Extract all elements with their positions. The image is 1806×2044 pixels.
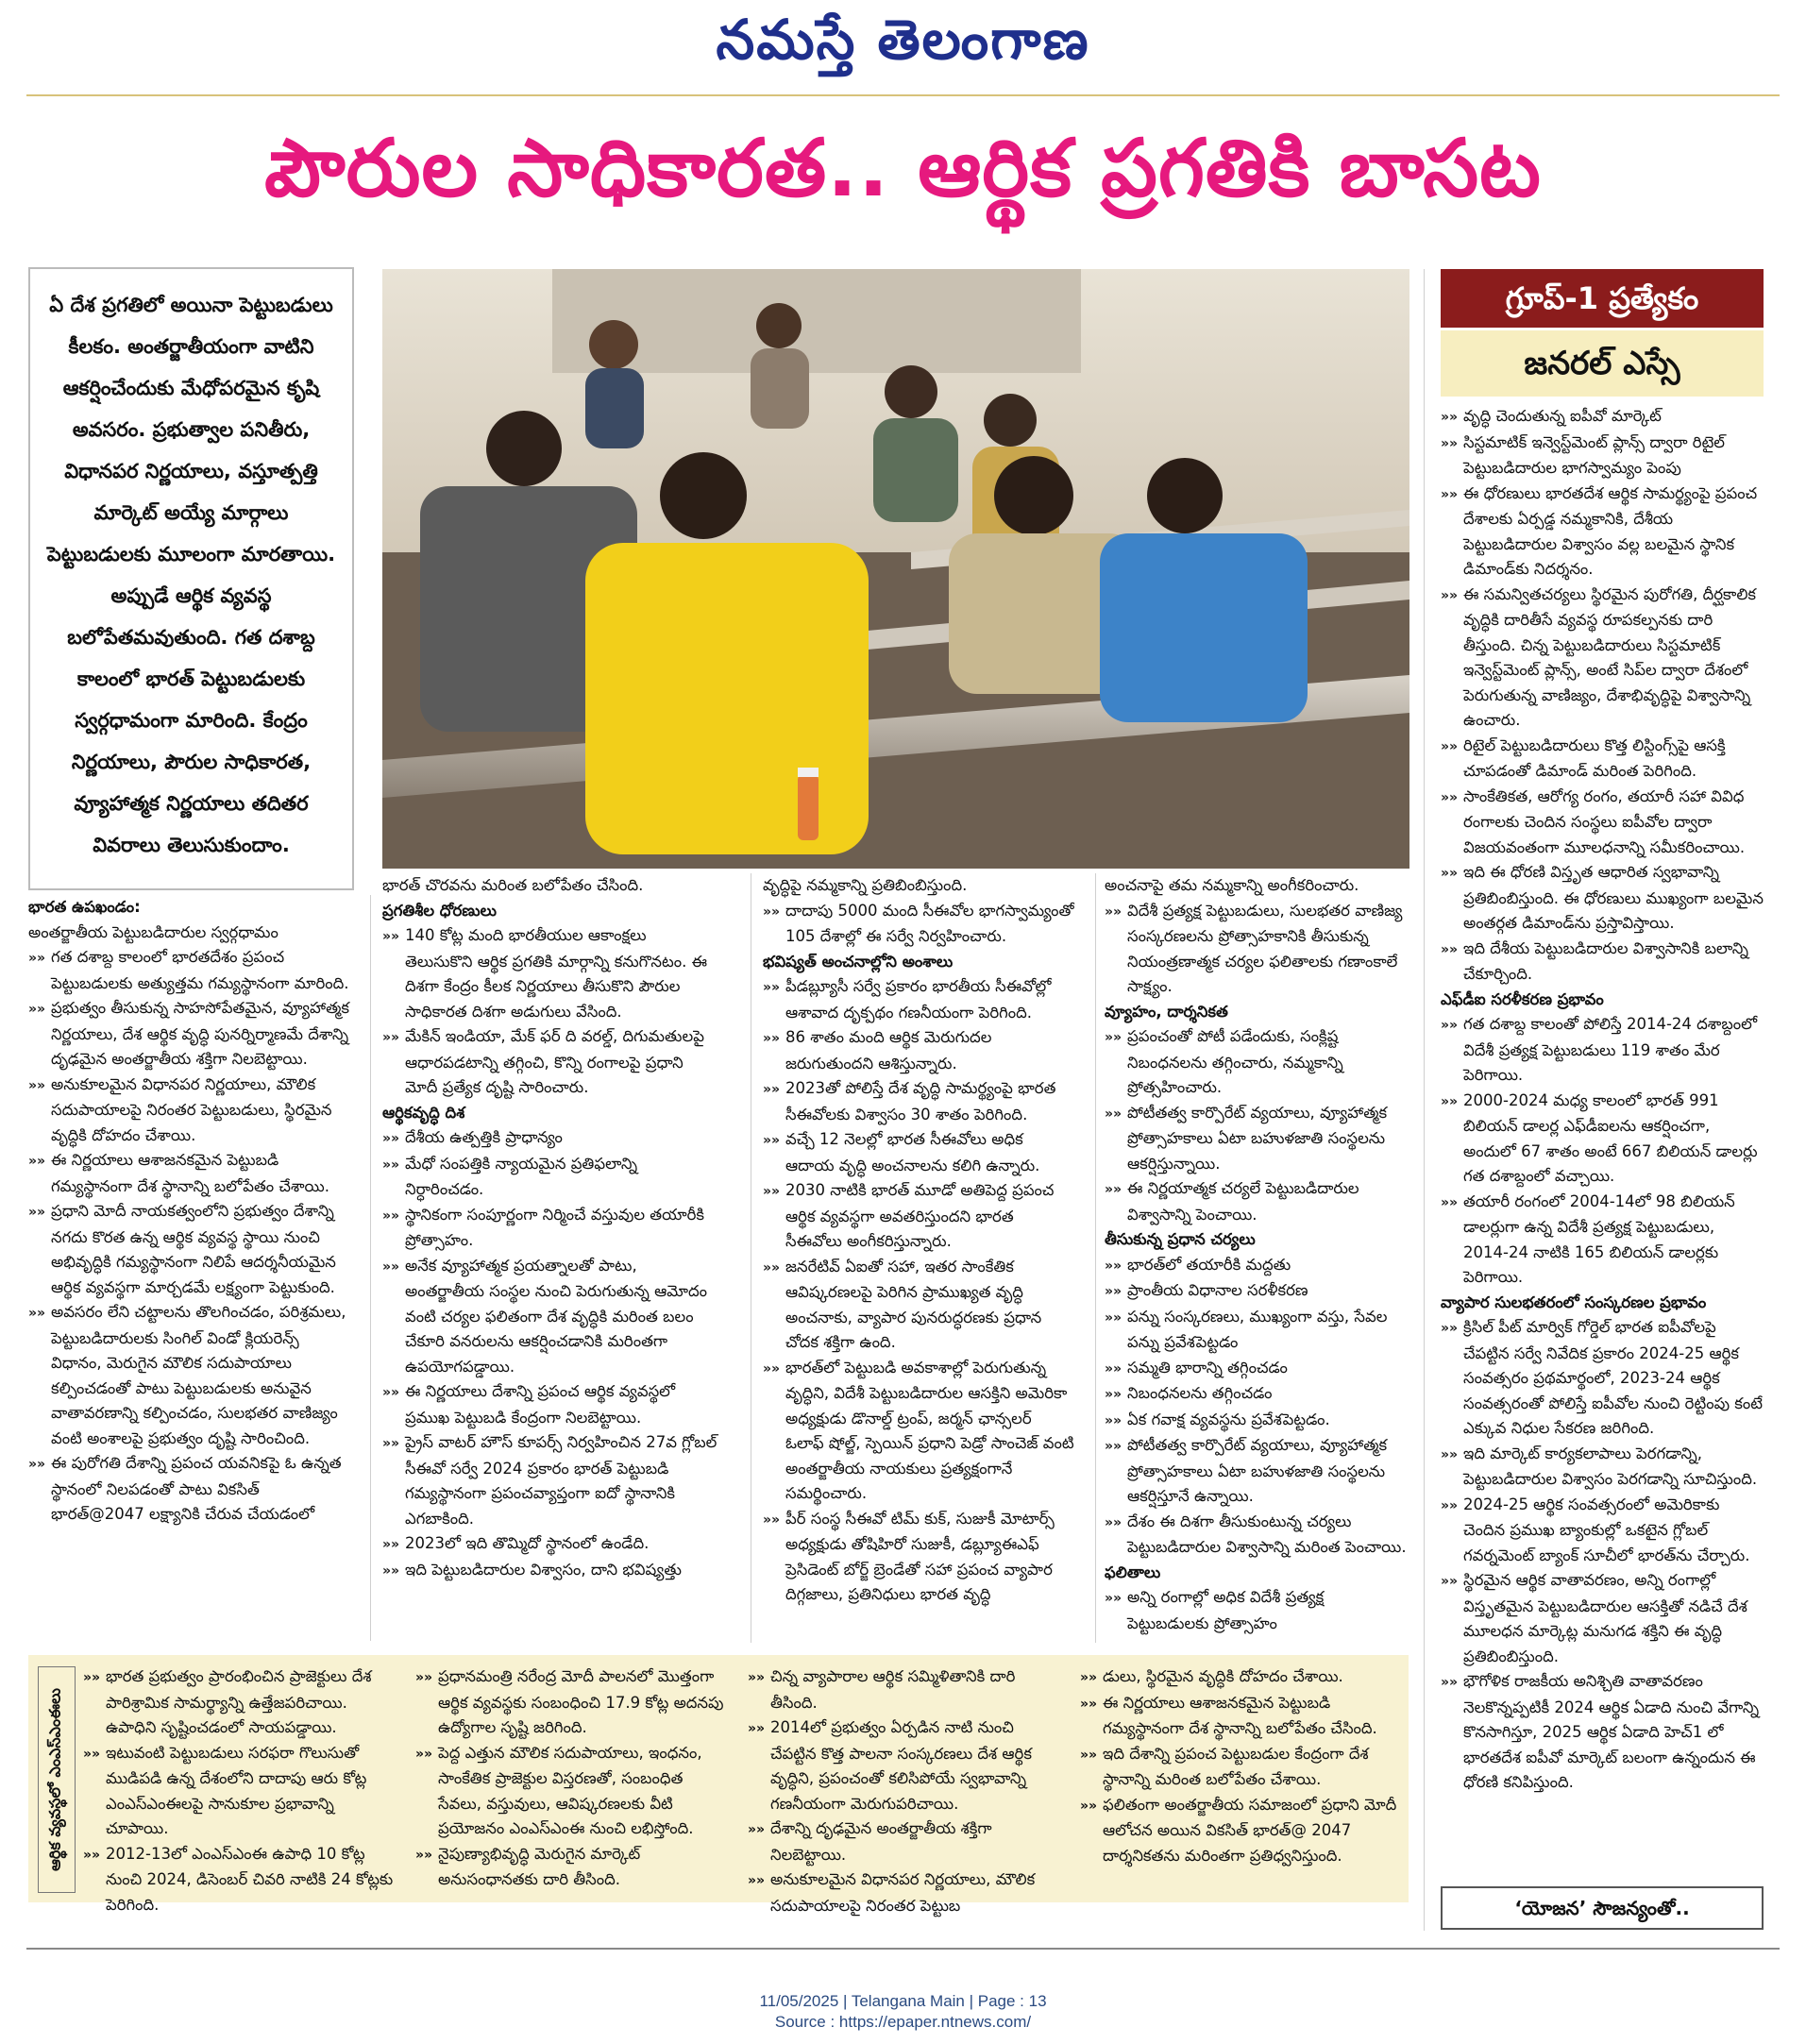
bullet-point: »» 2030 నాటికి భారత్ మూడో అతిపెద్ద ప్రపంచ ఆర్థిక వ్యవస్థగా అవతరిస్తుందని భారత సీఈవోలు అంగీకరిస్తున్నారు. (763, 1178, 1074, 1255)
bullet-point: »» ప్రాంతీయ విధానాల సరళీకరణ (1105, 1278, 1409, 1305)
courtesy-note: ‘యోజన’ సౌజన్యంతో.. (1441, 1886, 1764, 1930)
bullet-point: »» అనుకూలమైన విధానపర నిర్ణయాలు, మౌలిక సదుపాయాలపై నిరంతర పెట్టుబ (748, 1867, 1059, 1918)
intro-text: ఏ దేశ ప్రగతిలో అయినా పెట్టుబడులు కీలకం. అంతర్జాతీయంగా వాటిని ఆకర్షించేందుకు మేధోపరమైన కృషి అవసరం. ప్రభుత్వాల పనితీరు, విధానపర నిర్ణయాలు, వస్తూత్పత్తి మార్కెట్ అయ్యే మార్గాలు పెట్టుబడులకు మూలంగా మారతాయి. అప్పుడే ఆర్థిక వ్యవస్థ బలోపేతమవుతుంది. గత దశాబ్ద కాలంలో భారత్ పెట్టుబడులకు స్వర్గధామంగా మారింది. కేంద్రం నిర్ణయాలు, పౌరుల సాధికారత, వ్యూహాత్మక నిర్ణయాలు తదితర వివరాలు తెలుసుకుందాం. (46, 294, 336, 856)
bullet-point: »» ఇటువంటి పెట్టుబడులు సరఫరా గొలుసుతో ముడిపడి ఉన్న దేశంలోని దాదాపు ఆరు కోట్ల ఎంఎస్ఎంఈలపై సానుకూల ప్రభావాన్ని చూపాయి. (83, 1741, 395, 1842)
bullet-point: »» పోటీతత్వ కార్పొరేట్ వ్యయాలు, వ్యూహాత్మక ప్రోత్సాహకాలు ఏటా బహుళజాతి సంస్థలను ఆకర్షిస్తూనే ఉన్నాయి. (1105, 1433, 1409, 1510)
bullet-point: »» ఇది ఈ ధోరణి విస్తృత ఆధారిత స్వభావాన్ని ప్రతిబింబిస్తుంది. ఈ ధోరణులు ముఖ్యంగా బలమైన అంతర్గత డిమాండ్‌ను ప్రస్తావిస్తాయి. (1441, 860, 1764, 937)
bullet-point: »» గత దశాబ్ద కాలంలో భారతదేశం ప్రపంచ పెట్టుబడులకు అత్యుత్తమ గమ్యస్థానంగా మారింది. (28, 945, 354, 996)
exam-hall-photo-illustration (382, 269, 1409, 869)
bullet-point: »» మేకిన్ ఇండియా, మేక్ ఫర్ ది వరల్డ్, దిగుమతులపై ఆధారపడటాన్ని తగ్గించి, కొన్ని రంగాలపై ప్రధాని మోదీ ప్రత్యేక దృష్టి సారించారు. (382, 1024, 717, 1101)
bullet-point: »» సిస్టమాటిక్ ఇన్వెస్ట్‌మెంట్ ప్లాన్స్ ద్వారా రిటైల్ పెట్టుబడిదారుల భాగస్వామ్యం పెంపు (1441, 431, 1764, 481)
group1-special-banner: గ్రూప్-1 ప్రత్యేకం (1441, 269, 1764, 328)
bullet-point: »» 140 కోట్ల మంది భారతీయుల ఆకాంక్షలు తెలుసుకొని ఆర్థిక ప్రగతికి మార్గాన్ని కనుగొనటం. ఈ దిశగా కేంద్రం కీలక నిర్ణయాలు తీసుకొని పౌరుల సాధికారత దిశగా అడుగులు వేసింది. (382, 923, 717, 1024)
bullet-point: »» ఈ నిర్ణయాలు ఆశాజనకమైన పెట్టుబడి గమ్యస్థానంగా దేశ స్థానాన్ని బలోపేతం చేసింది. (1080, 1691, 1401, 1742)
bullet-point: »» 2023తో పోలిస్తే దేశ వృద్ధి సామర్థ్యంపై భారత సీఈవోలకు విశ్వాసం 30 శాతం పెరిగింది. (763, 1076, 1074, 1127)
msme-box-column-2 (415, 1664, 727, 1899)
bullet-point: »» ప్రధానమంత్రి నరేంద్ర మోదీ పాలనలో మొత్తంగా ఆర్థిక వ్యవస్థకు సంబంధించి 17.9 కోట్ల అదనపు ఉద్యోగాల సృష్టి జరిగింది. (415, 1664, 727, 1741)
bullet-point: »» తయారీ రంగంలో 2004-14లో 98 బిలియన్ డాలర్లుగా ఉన్న విదేశీ ప్రత్యక్ష పెట్టుబడులు, 2014-24 నాటికి 165 బిలియన్ డాలర్లకు పెరిగాయి. (1441, 1190, 1764, 1291)
bullet-point: »» అనుకూలమైన విధానపర నిర్ణయాలు, మౌలిక సదుపాయాలపై నిరంతర పెట్టుబడులు, స్థిరమైన వృద్ధికి దోహదం చేశాయి. (28, 1073, 354, 1149)
bullet-point: »» ప్రైస్ వాటర్ హౌస్ కూపర్స్ నిర్వహించిన 27వ గ్లోబల్ సీఈవో సర్వే 2024 ప్రకారం భారత్ పెట్టుబడి గమ్యస్థానంగా ప్రపంచవ్యాప్తంగా ఐదో స్థానానికి ఎగబాకింది. (382, 1430, 717, 1531)
bullet-point: »» సమ్మతి భారాన్ని తగ్గించడం (1105, 1356, 1409, 1382)
bullet-point: »» ఇది మార్కెట్ కార్యకలాపాలు పెరగడాన్ని, పెట్టుబడిదారుల విశ్వాసం పెరగడాన్ని సూచిస్తుంది. (1441, 1442, 1764, 1493)
bullet-point: »» పీర్ సంస్థ సీఈవో టిమ్ కుక్, సుజుకీ మోటార్స్ అధ్యక్షుడు తోషిహిరో సుజుకీ, డబ్ల్యూఈఎఫ్ ప్రెసిడెంట్ బోర్జ్ బ్రెండేతో సహా ప్రపంచ వ్యాపార దిగ్గజాలు, ప్రతినిధులు భారత వృద్ధి (763, 1507, 1074, 1608)
bullet-point: »» మేధో సంపత్తికి న్యాయమైన ప్రతిఫలాన్ని నిర్ధారించడం. (382, 1152, 717, 1203)
column-divider (1095, 873, 1096, 1643)
section-subheading: వ్యూహం, దార్శనికత (1105, 1002, 1228, 1021)
edition-info: 11/05/2025 | Telangana Main | Page : 13 (759, 1992, 1047, 2010)
article-column-3 (763, 873, 1074, 1643)
bullet-point: »» భారత్‌లో పెట్టుబడి అవకాశాల్లో పెరుగుతున్న వృద్ధిని, విదేశీ పెట్టుబడిదారుల ఆసక్తిని అమెరికా అధ్యక్షుడు డొనాల్డ్ ట్రంప్, జర్మన్ ఛాన్సలర్ ఓలాఫ్ షోల్జ్, స్పెయిన్ ప్రధాని పెడ్రో సాంచెజ్ వంటి అంతర్జాతీయ నాయకులు ప్రత్యక్షంగానే సమర్థించారు. (763, 1356, 1074, 1507)
column-divider (1424, 269, 1425, 1931)
section-subheading: వ్యాపార సులభతరంలో సంస్కరణల ప్రభావం (1441, 1292, 1707, 1311)
bullet-point: »» భారత ప్రభుత్వం ప్రారంభించిన ప్రాజెక్టులు దేశ పారిశ్రామిక సామర్థ్యాన్ని ఉత్తేజపరిచాయి. ఉపాధిని సృష్టించడంలో సాయపడ్డాయి. (83, 1664, 395, 1741)
bullet-point: »» ఈ నిర్ణయాలు ఆశాజనకమైన పెట్టుబడి గమ్యస్థానంగా దేశ స్థానాన్ని బలోపేతం చేశాయి. (28, 1148, 354, 1199)
msme-side-label-text: ఆర్థిక వ్యవస్థలో ఎంఎస్ఎంఈలు (45, 1688, 64, 1871)
bullet-point: »» ఫలితంగా అంతర్జాతీయ సమాజంలో ప్రధాని మోదీ ఆలోచన అయిన వికసిత్ భారత్@ 2047 దార్శనికతను మరింతగా ప్రతిధ్వనిస్తుంది. (1080, 1793, 1401, 1869)
paragraph-text: అంతర్జాతీయ పెట్టుబడిదారుల స్వర్గధామం (28, 922, 278, 941)
bullet-point: »» సాంకేతికత, ఆరోగ్య రంగం, తయారీ సహా వివిధ రంగాలకు చెందిన సంస్థలు ఐపీవోల ద్వారా విజయవంతంగా మూలధనాన్ని సమీకరించాయి. (1441, 785, 1764, 861)
bullet-point: »» స్థిరమైన ఆర్థిక వాతావరణం, అన్ని రంగాల్లో విస్తృతమైన పెట్టుబడిదారుల ఆసక్తితో నడిచే దేశ మూలధన మార్కెట్ల మనుగడ శక్తిని ఈ వృద్ధి ప్రతిబింబిస్తుంది. (1441, 1568, 1764, 1669)
section-subheading: తీసుకున్న ప్రధాన చర్యలు (1105, 1230, 1256, 1248)
bullet-point: »» చిన్న వ్యాపారాల ఆర్థిక సమ్మిళితానికి దారి తీసింది. (748, 1664, 1059, 1715)
section-subheading: ప్రగతిశీల ధోరణులు (382, 901, 498, 920)
section-subheading: ఎఫ్‌డీఐ సరళీకరణ ప్రభావం (1441, 989, 1604, 1008)
bullet-point: »» విదేశీ ప్రత్యక్ష పెట్టుబడులు, సులభతర వాణిజ్య సంస్కరణలను ప్రోత్సాహకానికి తీసుకున్న నియంత్రణాత్మక చర్యల ఫలితాలకు గణాంకాలే సాక్ష్యం. (1105, 899, 1409, 1000)
bullet-point: »» 2024-25 ఆర్థిక సంవత్సరంలో అమెరికాకు చెందిన ప్రముఖ బ్యాంకుల్లో ఒకటైన గ్లోబల్ గవర్నమెంట్ బ్యాంక్ సూచీలో భారత్‌ను చేర్చారు. (1441, 1493, 1764, 1569)
bullet-point: »» దేశం ఈ దిశగా తీసుకుంటున్న చర్యలు పెట్టుబడిదారుల విశ్వాసాన్ని మరింత పెంచాయి. (1105, 1510, 1409, 1561)
bullet-point: »» ఈ సమన్వితచర్యలు స్థిరమైన పురోగతి, దీర్ఘకాలిక వృద్ధికి దారితీసే వ్యవస్థ రూపకల్పనకు దారి తీస్తుంది. చిన్న పెట్టుబడిదారులు సిస్టమాటిక్ ఇన్వెస్ట్‌మెంట్ ప్లాన్స్, అంటే సిప్‌ల ద్వారా దేశంలో పెరుగుతున్న వాణిజ్యం, దేశాభివృద్ధిపై విశ్వాసాన్ని ఉంచారు. (1441, 583, 1764, 734)
bullet-point: »» వృద్ధి చెందుతున్న ఐపీవో మార్కెట్ (1441, 404, 1764, 431)
newspaper-masthead: నమస్తే తెలంగాణ (716, 8, 1090, 72)
bullet-point: »» క్రిసిల్ పీట్ మార్విక్ గోర్డెల్ భారత ఐపీవోలపై చేపట్టిన సర్వే నివేదిక ప్రకారం 2024-25 ఆర్థిక సంవత్సరం ప్రథమార్థంలో, 2023-24 ఆర్థిక సంవత్సరంతో పోలిస్తే ఐపీవోల నుంచి రెట్టింపు కంటే ఎక్కువ నిధుల సేకరణ జరిగింది. (1441, 1315, 1764, 1442)
bullet-point: »» స్థానికంగా సంపూర్ణంగా నిర్మించే వస్తువుల తయారీకి ప్రోత్సాహం. (382, 1203, 717, 1254)
general-essay-label: జనరల్ ఎస్సే (1441, 330, 1764, 397)
article-column-2 (382, 873, 717, 1643)
bullet-point: »» భారత్‌లో తయారీకి మద్దతు (1105, 1253, 1409, 1279)
section-subheading: ఫలితాలు (1105, 1563, 1161, 1581)
page-bottom-divider (26, 1948, 1780, 1950)
bullet-point: »» ప్రపంచంతో పోటీ పడేందుకు, సంక్లిష్ట నిబంధనలను తగ్గించారు, నమ్మకాన్ని ప్రోత్సహించారు. (1105, 1024, 1409, 1101)
bullet-point: »» రిటైల్ పెట్టుబడిదారులు కొత్త లిస్టింగ్స్‌పై ఆసక్తి చూపడంతో డిమాండ్ మరింత పెరిగింది. (1441, 734, 1764, 785)
exam-hall-photo (382, 269, 1409, 869)
paragraph-text: భారత్ చొరవను మరింత బలోపేతం చేసింది. (382, 876, 644, 894)
bullet-point: »» జనరేటివ్ ఏఐతో సహా, ఇతర సాంకేతిక ఆవిష్కరణలపై పెరిగిన ప్రాముఖ్యత వృద్ధి అంచనాకు, వ్యాపార పునరుద్ధరణకు ప్రధాన చోదక శక్తిగా ఉంది. (763, 1255, 1074, 1356)
bullet-point: »» గత దశాబ్ద కాలంతో పోలిస్తే 2014-24 దశాబ్దంలో విదేశీ ప్రత్యక్ష పెట్టుబడులు 119 శాతం మేర పెరిగాయి. (1441, 1012, 1764, 1089)
article-column-1 (28, 895, 354, 1641)
bullet-point: »» 2012-13లో ఎంఎస్ఎంఈ ఉపాధి 10 కోట్ల నుంచి 2024, డిసెంబర్ చివరి నాటికి 24 కోట్లకు పెరిగింది. (83, 1842, 395, 1918)
bullet-point: »» అవసరం లేని చట్టాలను తొలగించడం, పరిశ్రమలు, పెట్టుబడిదారులకు సింగిల్ విండో క్లియరెన్స్ విధానం, మెరుగైన మౌలిక సదుపాయాలు కల్పించడంతో పాటు పెట్టుబడులకు అనువైన వాతావరణాన్ని కల్పించడం, సులభతర వాణిజ్యం వంటి అంశాలపై ప్రభుత్వం దృష్టి సారించింది. (28, 1300, 354, 1451)
column-divider (370, 895, 371, 1641)
bullet-point: »» ఈ నిర్ణయాలు దేశాన్ని ప్రపంచ ఆర్థిక వ్యవస్థలో ప్రముఖ పెట్టుబడి కేంద్రంగా నిలబెట్టాయి. (382, 1379, 717, 1430)
bullet-point: »» ఇది దేశాన్ని ప్రపంచ పెట్టుబడుల కేంద్రంగా దేశ స్థానాన్ని మరింత బలోపేతం చేశాయి. (1080, 1742, 1401, 1793)
bullet-point: »» ప్రధాని మోదీ నాయకత్వంలోని ప్రభుత్వం దేశాన్ని నగదు కొరత ఉన్న ఆర్థిక వ్యవస్థ స్థాయి నుంచి అభివృద్ధికి గమ్యస్థానంగా నిలిపే ఆదర్శనీయమైన ఆర్థిక వ్యవస్థగా మార్చడమే లక్ష్యంగా పెట్టుకుంది. (28, 1199, 354, 1300)
bullet-point: »» 2023లో ఇది తొమ్మిదో స్థానంలో ఉండేది. (382, 1531, 717, 1558)
article-column-5 (1441, 404, 1764, 1875)
bullet-point: »» పోటీతత్వ కార్పొరేట్ వ్యయాలు, వ్యూహాత్మక ప్రోత్సాహకాలు ఏటా బహుళజాతి సంస్థలను ఆకర్షిస్తున్నాయి. (1105, 1101, 1409, 1177)
intro-box (28, 267, 354, 890)
bullet-point: »» దేశాన్ని దృఢమైన అంతర్జాతీయ శక్తిగా నిలబెట్టాయి. (748, 1816, 1059, 1867)
bullet-point: »» దేశీయ ఉత్పత్తికి ప్రాధాన్యం (382, 1125, 717, 1152)
bullet-point: »» పన్ను సంస్కరణలు, ముఖ్యంగా వస్తు, సేవల పన్ను ప్రవేశపెట్టడం (1105, 1305, 1409, 1356)
bullet-point: »» అన్ని రంగాల్లో అధిక విదేశీ ప్రత్యక్ష పెట్టుబడులకు ప్రోత్సాహం (1105, 1585, 1409, 1636)
bullet-point: »» 86 శాతం మంది ఆర్థిక మెరుగుదల జరుగుతుందని ఆశిస్తున్నారు. (763, 1025, 1074, 1076)
source-link[interactable]: Source : https://epaper.ntnews.com/ (774, 2013, 1032, 2031)
bullet-point: »» ఇది దేశీయ పెట్టుబడిదారుల విశ్వాసానికి బలాన్ని చేకూర్చింది. (1441, 937, 1764, 988)
bullet-point: »» డులు, స్థిరమైన వృద్ధికి దోహదం చేశాయి. (1080, 1664, 1401, 1691)
section-subheading: భారత ఉపఖండం: (28, 898, 141, 916)
msme-box-column-3 (748, 1664, 1059, 1915)
bullet-point: »» పీడబ్ల్యూసీ సర్వే ప్రకారం భారతీయ సీఈవోల్లో ఆశావాద దృక్పథం గణనీయంగా పెరిగింది. (763, 974, 1074, 1025)
bullet-point: »» దాదాపు 5000 మంది సీఈవోల భాగస్వామ్యంతో 105 దేశాల్లో ఈ సర్వే నిర్వహించారు. (763, 899, 1074, 950)
bullet-point: »» 2000-2024 మధ్య కాలంలో భారత్ 991 బిలియన్ డాలర్ల ఎఫ్‌డీఐలను ఆకర్షించగా, అందులో 67 శాతం అంటే 667 బిలియన్ డాలర్లు గత దశాబ్దంలో వచ్చాయి. (1441, 1089, 1764, 1190)
section-subheading: భవిష్యత్ అంచనాల్లోని అంశాలు (763, 952, 954, 971)
bullet-point: »» 2014లో ప్రభుత్వం ఏర్పడిన నాటి నుంచి చేపట్టిన కొత్త పాలనా సంస్కరణలు దేశ ఆర్థిక వృద్ధిని, ప్రపంచంతో కలిసిపోయే స్వభావాన్ని గణనీయంగా మెరుగుపరిచాయి. (748, 1715, 1059, 1816)
bullet-point: »» ప్రభుత్వం తీసుకున్న సాహసోపేతమైన, వ్యూహాత్మక నిర్ణయాలు, దేశ ఆర్థిక వృద్ధి పునర్నిర్మాణమే దేశాన్ని దృఢమైన అంతర్జాతీయ శక్తిగా నిలబెట్టాయి. (28, 996, 354, 1073)
paragraph-text: అంచనాపై తమ నమ్మకాన్ని అంగీకరించారు. (1105, 876, 1359, 894)
bullet-point: »» ఈ ధోరణులు భారతదేశ ఆర్థిక సామర్థ్యంపై ప్రపంచ దేశాలకు ఏర్పడ్డ నమ్మకానికి, దేశీయ పెట్టుబడిదారుల విశ్వాసం వల్ల బలమైన స్థానిక డిమాండ్‌కు నిదర్శనం. (1441, 481, 1764, 583)
article-headline: పౌరుల సాధికారత.. ఆర్థిక ప్రగతికి బాసట (264, 122, 1542, 214)
msme-box-column-4 (1080, 1664, 1401, 1899)
bullet-point: »» ఇది పెట్టుబడిదారుల విశ్వాసం, దాని భవిష్యత్తు (382, 1558, 717, 1584)
bullet-point: »» వచ్చే 12 నెలల్లో భారత సీఈవోలు అధిక ఆదాయ వృద్ధి అంచనాలను కలిగి ఉన్నారు. (763, 1127, 1074, 1178)
article-column-4 (1105, 873, 1409, 1643)
bullet-point: »» ఈ పురోగతి దేశాన్ని ప్రపంచ యవనికపై ఓ ఉన్నత స్థానంలో నిలపడంతో పాటు వికసిత్ భారత్@2047 లక్ష్యానికి చేరువ చేయడంలో (28, 1451, 354, 1528)
masthead-divider (26, 94, 1780, 96)
bullet-point: »» నైపుణ్యాభివృద్ధి మెరుగైన మార్కెట్ అనుసంధానతకు దారి తీసింది. (415, 1842, 727, 1893)
bullet-point: »» ఏక గవాక్ష వ్యవస్థను ప్రవేశపెట్టడం. (1105, 1408, 1409, 1434)
bullet-point: »» భౌగోళిక రాజకీయ అనిశ్చితి వాతావరణం నెలకొన్నప్పటికీ 2024 ఆర్థిక ఏడాది నుంచి వేగాన్ని కొనసాగిస్తూ, 2025 ఆర్థిక ఏడాది హెచ్1 లో భారతదేశ ఐపీవో మార్కెట్ బలంగా ఉన్నందున ఈ ధోరణి కనిపిస్తుంది. (1441, 1669, 1764, 1796)
section-subheading: ఆర్థికవృద్ధి దిశ (382, 1103, 465, 1122)
paragraph-text: వృద్ధిపై నమ్మకాన్ని ప్రతిబింబిస్తుంది. (763, 876, 968, 894)
msme-box-column-1 (83, 1664, 395, 1914)
bullet-point: »» అనేక వ్యూహాత్మక ప్రయత్నాలతో పాటు, అంతర్జాతీయ సంస్థల నుంచి పెరుగుతున్న ఆమోదం వంటి చర్యల ఫలితంగా దేశ వృద్ధికి మరింత బలం చేకూరి వనరులను ఆకర్షించడానికి మరింతగా ఉపయోగపడ్డాయి. (382, 1254, 717, 1380)
bullet-point: »» పెద్ద ఎత్తున మౌలిక సదుపాయాలు, ఇంధనం, సాంకేతిక ప్రాజెక్టుల విస్తరణతో, సంబంధిత సేవలు, వస్తువులు, ఆవిష్కరణలకు వీటి ప్రయోజనం ఎంఎస్ఎంఈ నుంచి లభిస్తోంది. (415, 1741, 727, 1842)
msme-box-side-label (38, 1666, 76, 1893)
bullet-point: »» ఈ నిర్ణయాత్మక చర్యలే పెట్టుబడిదారుల విశ్వాసాన్ని పెంచాయి. (1105, 1176, 1409, 1227)
bullet-point: »» నిబంధనలను తగ్గించడం (1105, 1381, 1409, 1408)
